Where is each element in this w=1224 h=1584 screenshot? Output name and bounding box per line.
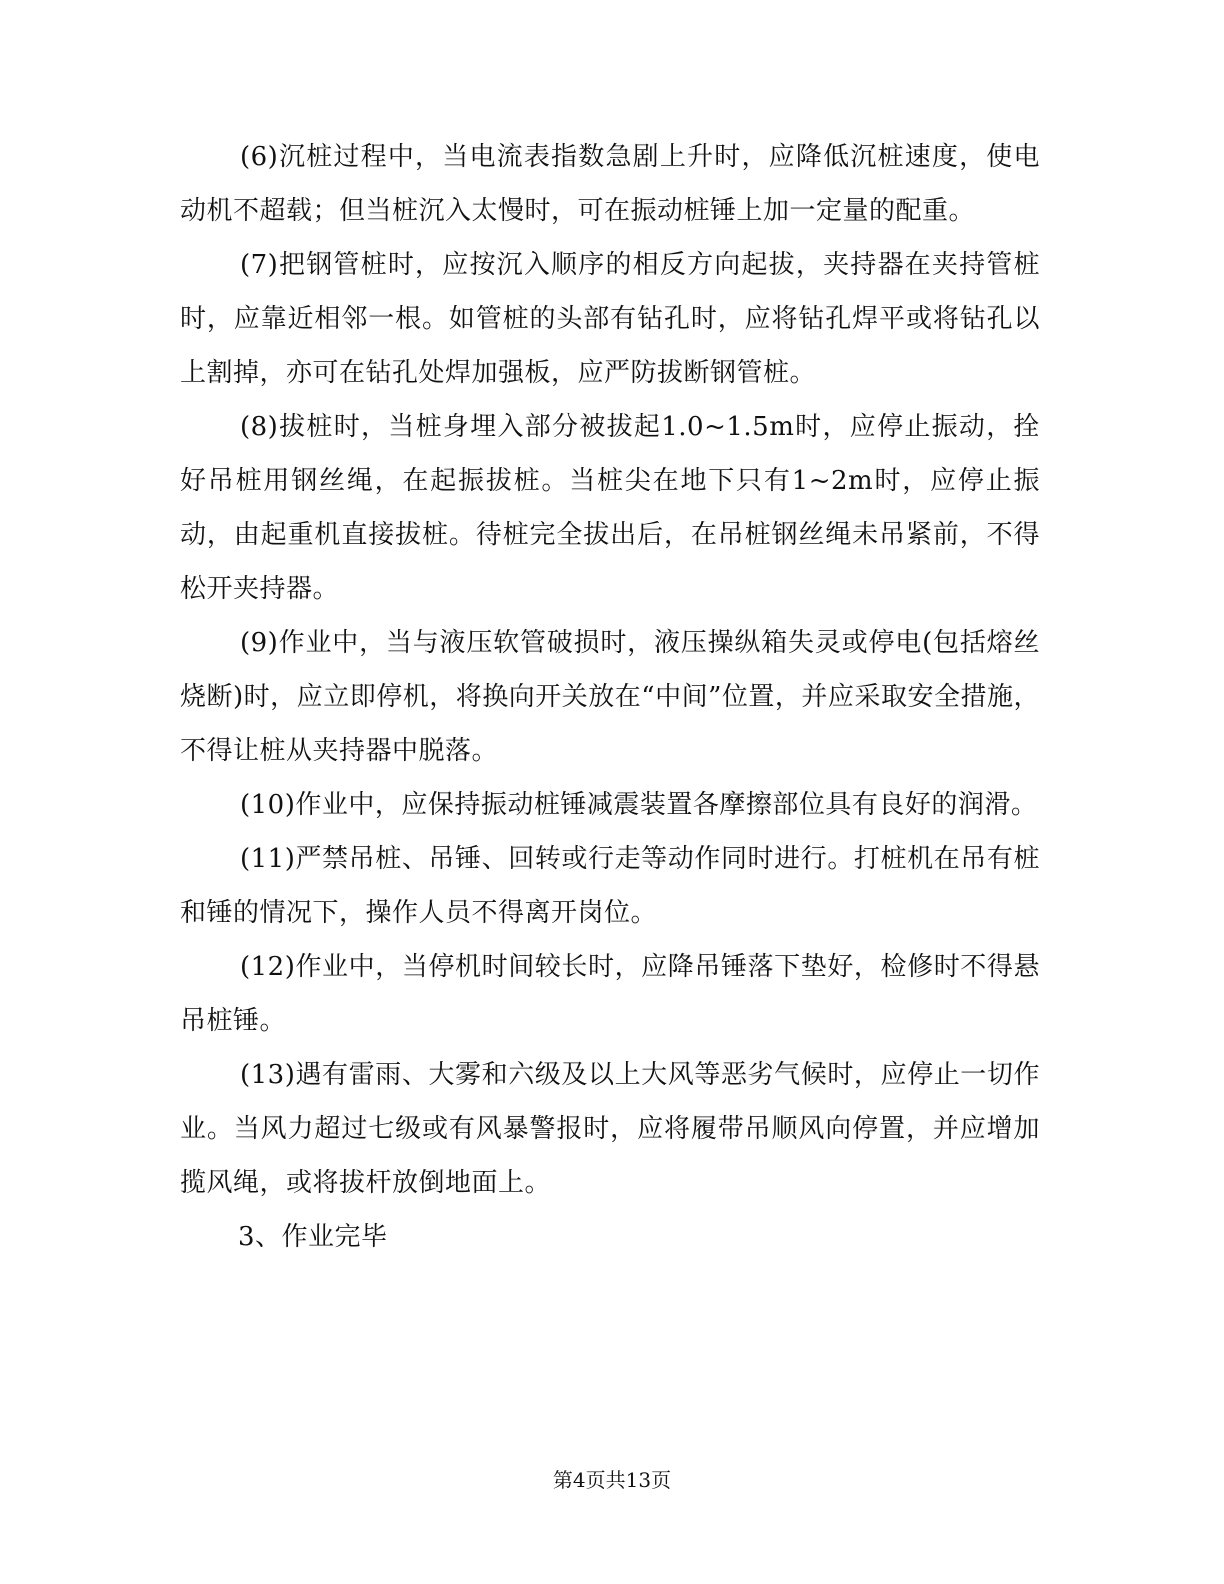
paragraph-item-8: (8)拔桩时，当桩身埋入部分被拔起1.0~1.5m时，应停止振动，拴好吊桩用钢丝绳，在起振拔桩。当桩尖在地下只有1~2m时，应停止振动，由起重机直接拔桩。待桩完全拔出后，在吊桩钢丝绳未吊紧前，不得松开夹持器。 — [180, 412, 1040, 604]
paragraph-item-7: (7)把钢管桩时，应按沉入顺序的相反方向起拔，夹持器在夹持管桩时，应靠近相邻一根。如管桩的头部有钻孔时，应将钻孔焊平或将钻孔以上割掉，亦可在钻孔处焊加强板，应严防拔断钢管桩。 — [180, 250, 1040, 388]
paragraph-item-13: (13)遇有雷雨、大雾和六级及以上大风等恶劣气候时，应停止一切作业。当风力超过七级或有风暴警报时，应将履带吊顺风向停置，并应增加揽风绳，或将拔杆放倒地面上。 — [180, 1060, 1040, 1198]
section-heading: 3、作业完毕 — [238, 1222, 388, 1252]
paragraph-item-12: (12)作业中，当停机时间较长时，应降吊锤落下垫好，检修时不得悬吊桩锤。 — [180, 952, 1040, 1036]
page-number-footer: 第4页共13页 — [552, 1468, 672, 1492]
paragraph-item-11: (11)严禁吊桩、吊锤、回转或行走等动作同时进行。打桩机在吊有桩和锤的情况下，操作人员不得离开岗位。 — [180, 844, 1040, 928]
paragraph-item-6: (6)沉桩过程中，当电流表指数急剧上升时，应降低沉桩速度，使电动机不超载；但当桩沉入太慢时，可在振动桩锤上加一定量的配重。 — [180, 142, 1040, 226]
document-body — [180, 130, 1040, 1264]
paragraph-item-10: (10)作业中，应保持振动桩锤减震装置各摩擦部位具有良好的润滑。 — [240, 790, 1038, 820]
paragraph-item-9: (9)作业中，当与液压软管破损时，液压操纵箱失灵或停电(包括熔丝烧断)时，应立即停机，将换向开关放在“中间”位置，并应采取安全措施，不得让桩从夹持器中脱落。 — [180, 628, 1040, 766]
